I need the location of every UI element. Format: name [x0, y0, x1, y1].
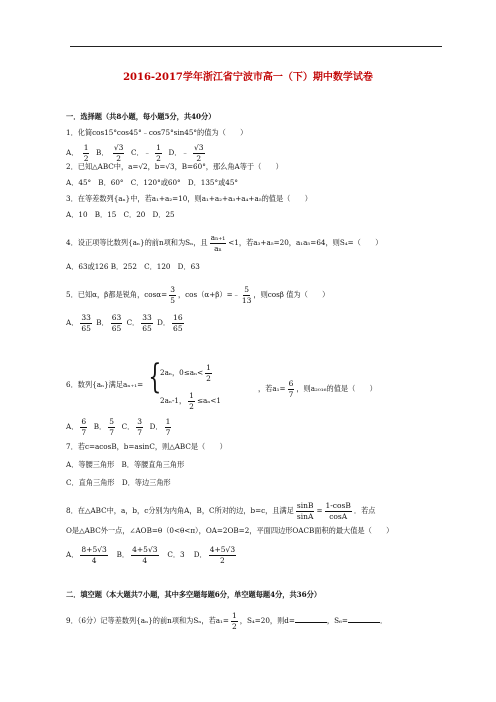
fraction: $\frac{√3}{2}$ [113, 143, 124, 163]
question-7-options-1: A．等腰三角形 B．等腰直角三角形 [66, 460, 185, 469]
fraction: $\frac{5}{13}$ [241, 285, 252, 305]
question-4: 4．设正项等比数列{aₙ}的前n项和为Sₙ，且 $\frac{\text{aₙ₊₁}}{\text{aₙ}}$ <1，若a₃+a₅=20，a₁a₅=64，则S₄=（ ） [66, 233, 383, 253]
piecewise-case-2: 2aₙ-1， $\frac{1}{2}$ ≤aₙ<1 [160, 391, 221, 411]
brace-symbol: { [148, 357, 162, 397]
question-6-options: A． $\frac{6}{7}$ B． $\frac{5}{7}$ C． $\frac{3}{7}$ D． $\frac{1}{7}$ [66, 417, 171, 437]
question-6-lead: 6．数列{aₙ}满足aₙ₊₁= [66, 380, 144, 389]
question-8-options: A． $\frac{8+5√3}{4}$ B． $\frac{4+5√3}{4}$ C．3 D． $\frac{4+5√3}{2}$ [66, 545, 236, 565]
option-d-label: D． [168, 148, 182, 157]
fraction: $\frac{1}{2}$ [156, 143, 161, 163]
header-rule [70, 46, 442, 47]
piecewise-case-1: 2aₙ，0≤aₙ< $\frac{1}{2}$ [160, 363, 211, 383]
fraction: $\frac{√3}{2}$ [193, 143, 204, 163]
question-6-tail: ，若a₁= $\frac{6}{7}$ ，则a₂₀₁₆的值是（ ） [258, 379, 377, 399]
option-a-label: A． [66, 148, 79, 157]
fraction: $\frac{3}{5}$ [170, 285, 175, 305]
section-fill-heading: 二．填空题（本大题共7小题，其中多空题每题6分，单空题每题4分，共36分） [66, 590, 322, 599]
fraction: $\frac{1}{2}$ [83, 143, 89, 163]
answer-blank[interactable] [348, 615, 380, 623]
fraction: $\frac{\text{aₙ₊₁}}{\text{aₙ}}$ [210, 233, 226, 253]
option-c-label: C． [130, 148, 144, 157]
question-8-line-2: O是△ABC外一点，∠AOB=θ（0<θ<π），OA=2OB=2，平面四边形OACB面积的最大值是（ ） [66, 526, 394, 535]
question-7: 7．若c=acosB，b=asinC，则△ABC是（ ） [66, 442, 227, 451]
question-2: 2．已知△ABC中，a=√2，b=√3，B=60°，那么角A等于（ ） [66, 162, 283, 171]
option-b-label: B． [96, 148, 109, 157]
answer-blank[interactable] [295, 615, 327, 623]
question-7-options-2: C．直角三角形 D．等边三角形 [66, 478, 171, 487]
question-1: 1．化简cos15°cos45°﹣cos75°sin45°的值为（ ） [66, 128, 248, 137]
question-5: 5．已知α，β都是锐角，cosα= $\frac{3}{5}$ ，cos（α+β）=﹣ $\frac{5}{13}$ ，则cosβ 值为（ ） [66, 285, 330, 305]
question-2-options: A．45° B．60° C．120°或60° D．135°或45° [66, 178, 239, 187]
page-title: 2016-2017学年浙江省宁波市高一（下）期中数学试卷 [123, 72, 373, 83]
question-5-options: A． $\frac{33}{65}$ B． $\frac{63}{65}$ C． $\frac{33}{65}$ D． $\frac{16}{65}$ [66, 313, 183, 333]
question-9: 9．（6分）记等差数列{aₙ}的前n项和为Sₙ，若a₁= $\frac{1}{2}$ ，S₄=20，则d= ，S₆= ． [66, 611, 388, 631]
question-3: 3．在等差数列{aₙ}中，若a₁+a₂=10，则a₁+a₂+a₃+a₄+a₅的值是（ ） [66, 194, 312, 203]
section-choice-heading: 一．选择题（共8小题，每小题5分，共40分） [66, 112, 216, 121]
question-8: 8．在△ABC中，a，b，c分别为内角A，B，C所对的边，b=c，且满足 $\frac{\sin B}{\sin A}$ = $\frac{1-\cos B}{\cos A}$ ．若点 [66, 501, 376, 521]
question-1-options: A． $\frac{1}{2}$ B． $\frac{√3}{2}$ C．﹣ $\frac{1}{2}$ D．﹣ $\frac{√3}{2}$ [66, 143, 204, 163]
question-3-options: A．10 B．15 C．20 D．25 [66, 210, 175, 219]
question-4-options: A．63或126 B．252 C．120 D．63 [66, 262, 200, 271]
